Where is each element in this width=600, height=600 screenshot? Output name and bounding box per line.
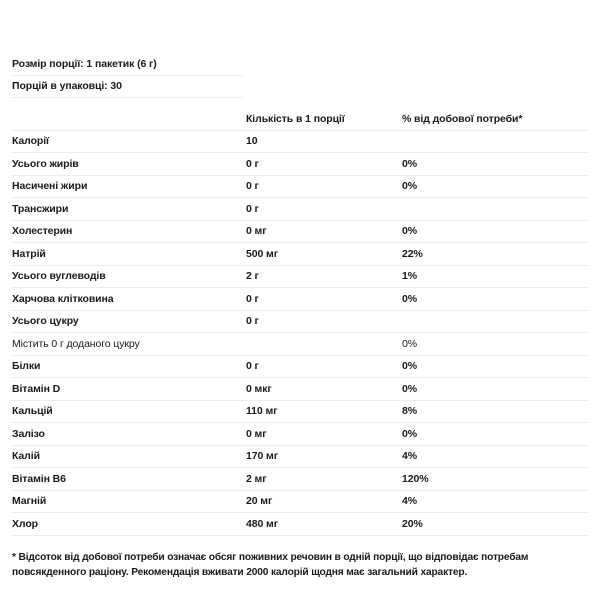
- cell-amount-per-serving: 480 мг: [246, 513, 402, 536]
- table-row: [12, 513, 588, 536]
- cell-amount-per-serving: 110 мг: [246, 400, 402, 423]
- cell-amount-per-serving: 170 мг: [246, 445, 402, 468]
- table-row: [12, 490, 588, 513]
- cell-daily-value-percent: 120%: [402, 468, 588, 491]
- cell-nutrient-name: Калорії: [12, 130, 246, 153]
- cell-amount-per-serving: 2 мг: [246, 468, 402, 491]
- cell-daily-value-percent: 0%: [402, 288, 588, 311]
- cell-amount-per-serving: 0 г: [246, 310, 402, 333]
- nutrition-facts-table: [12, 108, 588, 536]
- cell-daily-value-percent: [402, 198, 588, 221]
- cell-nutrient-name: Вітамін D: [12, 378, 246, 401]
- cell-daily-value-percent: 4%: [402, 445, 588, 468]
- column-header-daily-value: % від добової потреби*: [402, 108, 588, 130]
- cell-daily-value-percent: 0%: [402, 355, 588, 378]
- table-row: [12, 265, 588, 288]
- cell-nutrient-name: Натрій: [12, 243, 246, 266]
- table-body: [12, 130, 588, 535]
- cell-amount-per-serving: 10: [246, 130, 402, 153]
- cell-amount-per-serving: 20 мг: [246, 490, 402, 513]
- table-row: [12, 400, 588, 423]
- cell-daily-value-percent: 0%: [402, 378, 588, 401]
- cell-nutrient-name: Хлор: [12, 513, 246, 536]
- cell-nutrient-name: Білки: [12, 355, 246, 378]
- cell-nutrient-name: Калій: [12, 445, 246, 468]
- table-row: [12, 220, 588, 243]
- table-header-row: [12, 108, 588, 130]
- cell-daily-value-percent: 20%: [402, 513, 588, 536]
- cell-daily-value-percent: [402, 130, 588, 153]
- table-row: [12, 310, 588, 333]
- cell-nutrient-name: Магній: [12, 490, 246, 513]
- table-row: [12, 333, 588, 356]
- servings-per-container-row: Порцій в упаковці: 30: [12, 76, 243, 99]
- cell-daily-value-percent: 4%: [402, 490, 588, 513]
- cell-daily-value-percent: 22%: [402, 243, 588, 266]
- table-row: [12, 198, 588, 221]
- table-header: [12, 108, 588, 130]
- cell-daily-value-percent: 0%: [402, 423, 588, 446]
- cell-daily-value-percent: 0%: [402, 333, 588, 356]
- table-row: [12, 355, 588, 378]
- cell-nutrient-name: Кальцій: [12, 400, 246, 423]
- cell-amount-per-serving: 500 мг: [246, 243, 402, 266]
- serving-size-row: Розмір порції: 1 пакетик (6 г): [12, 53, 243, 76]
- cell-daily-value-percent: 1%: [402, 265, 588, 288]
- cell-amount-per-serving: [246, 333, 402, 356]
- cell-daily-value-percent: 0%: [402, 153, 588, 176]
- cell-nutrient-name: Усього вуглеводів: [12, 265, 246, 288]
- cell-amount-per-serving: 0 мг: [246, 423, 402, 446]
- cell-nutrient-name: Холестерин: [12, 220, 246, 243]
- cell-amount-per-serving: 0 г: [246, 175, 402, 198]
- cell-nutrient-name: Усього жирів: [12, 153, 246, 176]
- daily-value-footnote: * Відсоток від добової потреби означає обсяг поживних речовин в одній порції, що відповідає потребам повсякденного раціону. Рекомендація вживати 2000 калорій щодня має загальний характер.: [12, 551, 529, 578]
- cell-amount-per-serving: 0 мг: [246, 220, 402, 243]
- cell-nutrient-name: Насичені жири: [12, 175, 246, 198]
- cell-nutrient-name: Трансжири: [12, 198, 246, 221]
- table-row: [12, 445, 588, 468]
- cell-daily-value-percent: 0%: [402, 220, 588, 243]
- cell-nutrient-name: Харчова клітковина: [12, 288, 246, 311]
- table-row: [12, 175, 588, 198]
- table-row: [12, 243, 588, 266]
- cell-nutrient-name: Вітамін B6: [12, 468, 246, 491]
- table-row: [12, 423, 588, 446]
- cell-amount-per-serving: 0 г: [246, 288, 402, 311]
- cell-amount-per-serving: 0 г: [246, 198, 402, 221]
- table-row: [12, 468, 588, 491]
- column-header-amount-per-serving: Кількість в 1 порції: [246, 108, 402, 130]
- cell-daily-value-percent: 8%: [402, 400, 588, 423]
- table-row: [12, 153, 588, 176]
- cell-nutrient-name: Усього цукру: [12, 310, 246, 333]
- table-row: [12, 288, 588, 311]
- cell-daily-value-percent: [402, 310, 588, 333]
- cell-nutrient-name: Залізо: [12, 423, 246, 446]
- serving-info-block: [12, 0, 588, 98]
- cell-nutrient-name: Містить 0 г доданого цукру: [12, 333, 246, 356]
- column-header-nutrient: [12, 108, 246, 130]
- table-row: [12, 378, 588, 401]
- cell-amount-per-serving: 0 мкг: [246, 378, 402, 401]
- cell-amount-per-serving: 0 г: [246, 153, 402, 176]
- cell-amount-per-serving: 0 г: [246, 355, 402, 378]
- cell-amount-per-serving: 2 г: [246, 265, 402, 288]
- table-row: [12, 130, 588, 153]
- cell-daily-value-percent: 0%: [402, 175, 588, 198]
